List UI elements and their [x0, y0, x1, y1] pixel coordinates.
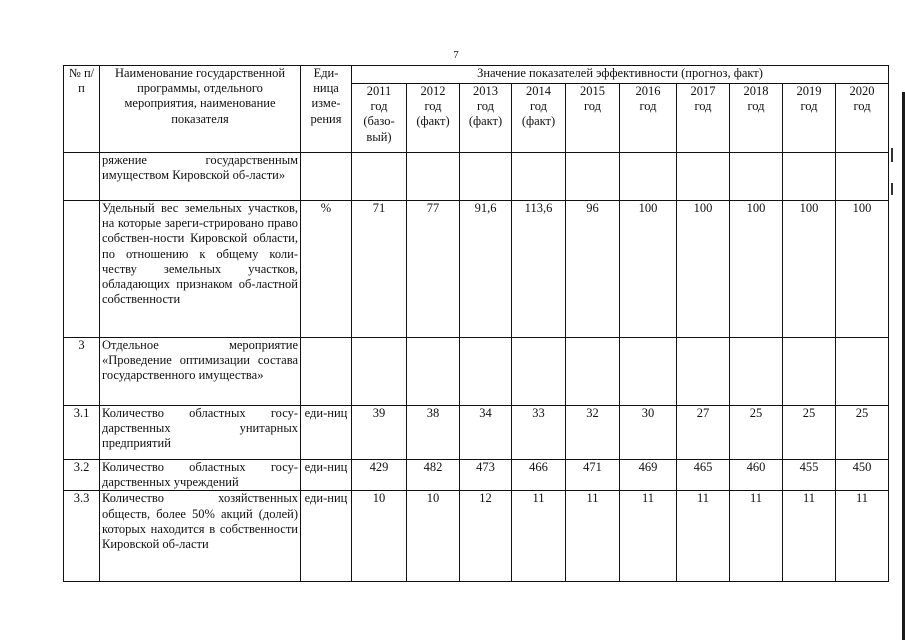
header-year-2019 — [783, 84, 836, 153]
row-number: 3.3 — [64, 491, 100, 582]
header-values-group: Значение показателей эффективности (прогноз, факт) — [352, 66, 889, 84]
header-year-2014 — [512, 84, 566, 153]
table-row — [64, 460, 889, 491]
header-year-word: год — [370, 99, 388, 114]
row-value-2017: 27 — [677, 406, 730, 460]
header-year-2015 — [566, 84, 620, 153]
row-number: 3.1 — [64, 406, 100, 460]
header-year-2011 — [352, 84, 407, 153]
header-year-word: год — [747, 99, 765, 114]
row-value-2013: 473 — [460, 460, 512, 491]
header-year-year: 2016 — [635, 84, 661, 98]
row-value-2018: 11 — [730, 491, 783, 582]
table-row — [64, 491, 889, 582]
table-row — [64, 153, 889, 201]
edge-mark — [891, 148, 893, 162]
table-row — [64, 201, 889, 338]
row-unit — [301, 338, 352, 406]
row-value-2013: 34 — [460, 406, 512, 460]
row-value-2019: 11 — [783, 491, 836, 582]
row-value-2016: 30 — [620, 406, 677, 460]
row-value-2016: 469 — [620, 460, 677, 491]
row-value-2018: 460 — [730, 460, 783, 491]
header-year-2020 — [836, 84, 889, 153]
row-value-2016 — [620, 338, 677, 406]
header-year-year: 2015 — [580, 84, 605, 98]
row-value-2012: 10 — [407, 491, 460, 582]
header-year-year: 2018 — [743, 84, 769, 98]
row-number — [64, 201, 100, 338]
header-year-year: 2019 — [796, 84, 822, 98]
header-year-2012 — [407, 84, 460, 153]
row-unit: еди-ниц — [301, 460, 352, 491]
edge-mark — [891, 183, 893, 195]
row-value-2011 — [352, 153, 407, 201]
header-year-year: 2012 — [420, 84, 446, 98]
header-year-note: (факт) — [521, 114, 556, 129]
row-value-2017 — [677, 153, 730, 201]
row-value-2011 — [352, 338, 407, 406]
row-value-2011: 39 — [352, 406, 407, 460]
row-value-2013 — [460, 338, 512, 406]
row-value-2017: 465 — [677, 460, 730, 491]
table-row — [64, 406, 889, 460]
row-value-2015: 11 — [566, 491, 620, 582]
row-value-2018: 25 — [730, 406, 783, 460]
row-value-2012 — [407, 338, 460, 406]
row-value-2011: 10 — [352, 491, 407, 582]
row-unit: еди-ниц — [301, 406, 352, 460]
header-year-2018 — [730, 84, 783, 153]
header-year-note: (базо-вый) — [363, 114, 395, 144]
header-year-word: год — [476, 99, 495, 114]
row-value-2020 — [836, 153, 889, 201]
row-value-2015 — [566, 338, 620, 406]
header-row — [64, 66, 889, 84]
header-year-word: год — [694, 99, 712, 114]
row-name: ряжение государственным имуществом Кировской об-ласти» — [100, 153, 301, 201]
row-value-2015: 32 — [566, 406, 620, 460]
row-value-2019: 455 — [783, 460, 836, 491]
row-value-2018: 100 — [730, 201, 783, 338]
row-name: Количество областных госу-дарственных учреждений — [100, 460, 301, 491]
row-value-2013: 91,6 — [460, 201, 512, 338]
header-unit: Еди-ница изме-рения — [301, 66, 352, 153]
row-value-2017: 100 — [677, 201, 730, 338]
row-value-2019 — [783, 338, 836, 406]
row-value-2014 — [512, 338, 566, 406]
row-number: 3 — [64, 338, 100, 406]
table-row — [64, 338, 889, 406]
row-name: Удельный вес земельных участков, на которые зареги-стрировано право собствен-ности Кировской области, по отношению к общему коли-честву земельных участков, обладающих признаком об-ластной собственности — [100, 201, 301, 338]
header-year-word: год — [529, 99, 548, 114]
row-value-2018 — [730, 338, 783, 406]
row-unit: % — [301, 201, 352, 338]
row-value-2019: 100 — [783, 201, 836, 338]
row-name: Отдельное мероприятие «Проведение оптимизации состава государственного имущества» — [100, 338, 301, 406]
header-year-word: год — [853, 99, 871, 114]
row-value-2012: 77 — [407, 201, 460, 338]
header-year-word: год — [639, 99, 657, 114]
header-year-year: 2014 — [526, 84, 551, 98]
row-value-2012 — [407, 153, 460, 201]
header-num: № п/п — [64, 66, 100, 153]
row-value-2014: 466 — [512, 460, 566, 491]
header-year-year: 2011 — [366, 84, 392, 98]
row-value-2014: 113,6 — [512, 201, 566, 338]
row-value-2019: 25 — [783, 406, 836, 460]
efficiency-indicators-table — [63, 65, 889, 582]
row-number: 3.2 — [64, 460, 100, 491]
row-value-2020: 450 — [836, 460, 889, 491]
header-year-word: год — [800, 99, 818, 114]
row-value-2014: 11 — [512, 491, 566, 582]
row-value-2016: 11 — [620, 491, 677, 582]
row-value-2020 — [836, 338, 889, 406]
header-year-note: (факт) — [416, 114, 450, 129]
page-number: 7 — [453, 49, 459, 61]
header-year-year: 2017 — [690, 84, 716, 98]
row-unit — [301, 153, 352, 201]
row-value-2013 — [460, 153, 512, 201]
row-value-2016: 100 — [620, 201, 677, 338]
header-year-year: 2013 — [473, 84, 498, 98]
row-name: Количество областных госу-дарственных унитарных предприятий — [100, 406, 301, 460]
row-value-2017 — [677, 338, 730, 406]
row-value-2020: 100 — [836, 201, 889, 338]
row-value-2015: 96 — [566, 201, 620, 338]
header-year-2016 — [620, 84, 677, 153]
row-value-2011: 71 — [352, 201, 407, 338]
row-name: Количество хозяйственных обществ, более 50% акций (долей) которых находится в собственности Кировской об-ласти — [100, 491, 301, 582]
row-value-2015 — [566, 153, 620, 201]
row-number — [64, 153, 100, 201]
row-value-2014 — [512, 153, 566, 201]
row-value-2012: 482 — [407, 460, 460, 491]
header-name: Наименование государственной программы, отдельного мероприятия, наименование показателя — [100, 66, 301, 153]
header-year-word: год — [424, 99, 442, 114]
header-year-2013 — [460, 84, 512, 153]
row-value-2015: 471 — [566, 460, 620, 491]
row-value-2019 — [783, 153, 836, 201]
row-value-2020: 25 — [836, 406, 889, 460]
header-year-2017 — [677, 84, 730, 153]
row-value-2012: 38 — [407, 406, 460, 460]
row-unit: еди-ниц — [301, 491, 352, 582]
row-value-2017: 11 — [677, 491, 730, 582]
row-value-2013: 12 — [460, 491, 512, 582]
header-year-year: 2020 — [849, 84, 875, 98]
row-value-2014: 33 — [512, 406, 566, 460]
header-year-word: год — [583, 99, 602, 114]
row-value-2020: 11 — [836, 491, 889, 582]
row-value-2018 — [730, 153, 783, 201]
row-value-2016 — [620, 153, 677, 201]
header-year-note: (факт) — [468, 114, 503, 129]
row-value-2011: 429 — [352, 460, 407, 491]
